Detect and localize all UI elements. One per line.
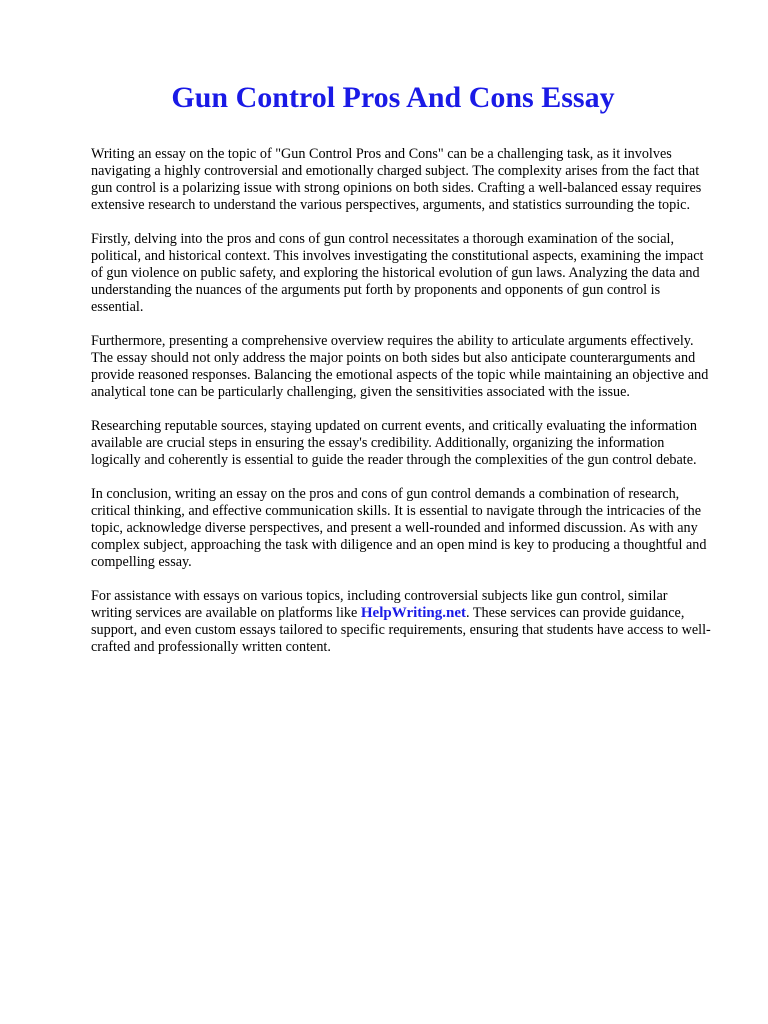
helpwriting-link[interactable]: HelpWriting.net bbox=[360, 605, 467, 621]
paragraph-arguments: Furthermore, presenting a comprehensive overview requires the ability to articulate arguments effectively. The essay should not only address the major points on both sides but also anticipate counterarguments and provide reasoned responses. Balancing the emotional aspects of the topic while maintaining an objective and analytical tone can be particularly challenging, given the sensitivities associated with the issue. bbox=[91, 333, 709, 400]
paragraph-assistance bbox=[91, 588, 711, 656]
essay-body bbox=[91, 146, 711, 656]
paragraph-research: Researching reputable sources, staying updated on current events, and critically evaluating the information available are crucial steps in ensuring the essay's credibility. Additionally, organizing the information logically and coherently is essential to guide the reader through the complexities of the gun control debate. bbox=[91, 418, 697, 468]
page-title: Gun Control Pros And Cons Essay bbox=[171, 81, 615, 114]
paragraph-conclusion: In conclusion, writing an essay on the pros and cons of gun control demands a combination of research, critical thinking, and effective communication skills. It is essential to navigate through the intricacies of the topic, acknowledge diverse perspectives, and present a well-rounded and informed discussion. As with any complex subject, approaching the task with diligence and an open mind is key to producing a thoughtful and compelling essay. bbox=[91, 486, 707, 570]
assistance-text-before-link: For assistance with essays on various topics, including controversial subjects like gun control, similar writing services are available on platforms like bbox=[91, 588, 668, 621]
assistance-text-after-link: . These services can provide guidance, support, and even custom essays tailored to specific requirements, ensuring that students have access to well-crafted and professionally written content. bbox=[91, 605, 711, 655]
paragraph-intro: Writing an essay on the topic of "Gun Control Pros and Cons" can be a challenging task, as it involves navigating a highly controversial and emotionally charged subject. The complexity arises from the fact that gun control is a polarizing issue with strong opinions on both sides. Crafting a well-balanced essay requires extensive research to understand the various perspectives, arguments, and statistics surrounding the topic. bbox=[91, 146, 702, 213]
paragraph-context: Firstly, delving into the pros and cons of gun control necessitates a thorough examination of the social, political, and historical context. This involves investigating the constitutional aspects, examining the impact of gun violence on public safety, and exploring the historical evolution of gun laws. Analyzing the data and understanding the nuances of the arguments put forth by proponents and opponents of gun control is essential. bbox=[91, 231, 704, 315]
document-page bbox=[91, 0, 711, 673]
